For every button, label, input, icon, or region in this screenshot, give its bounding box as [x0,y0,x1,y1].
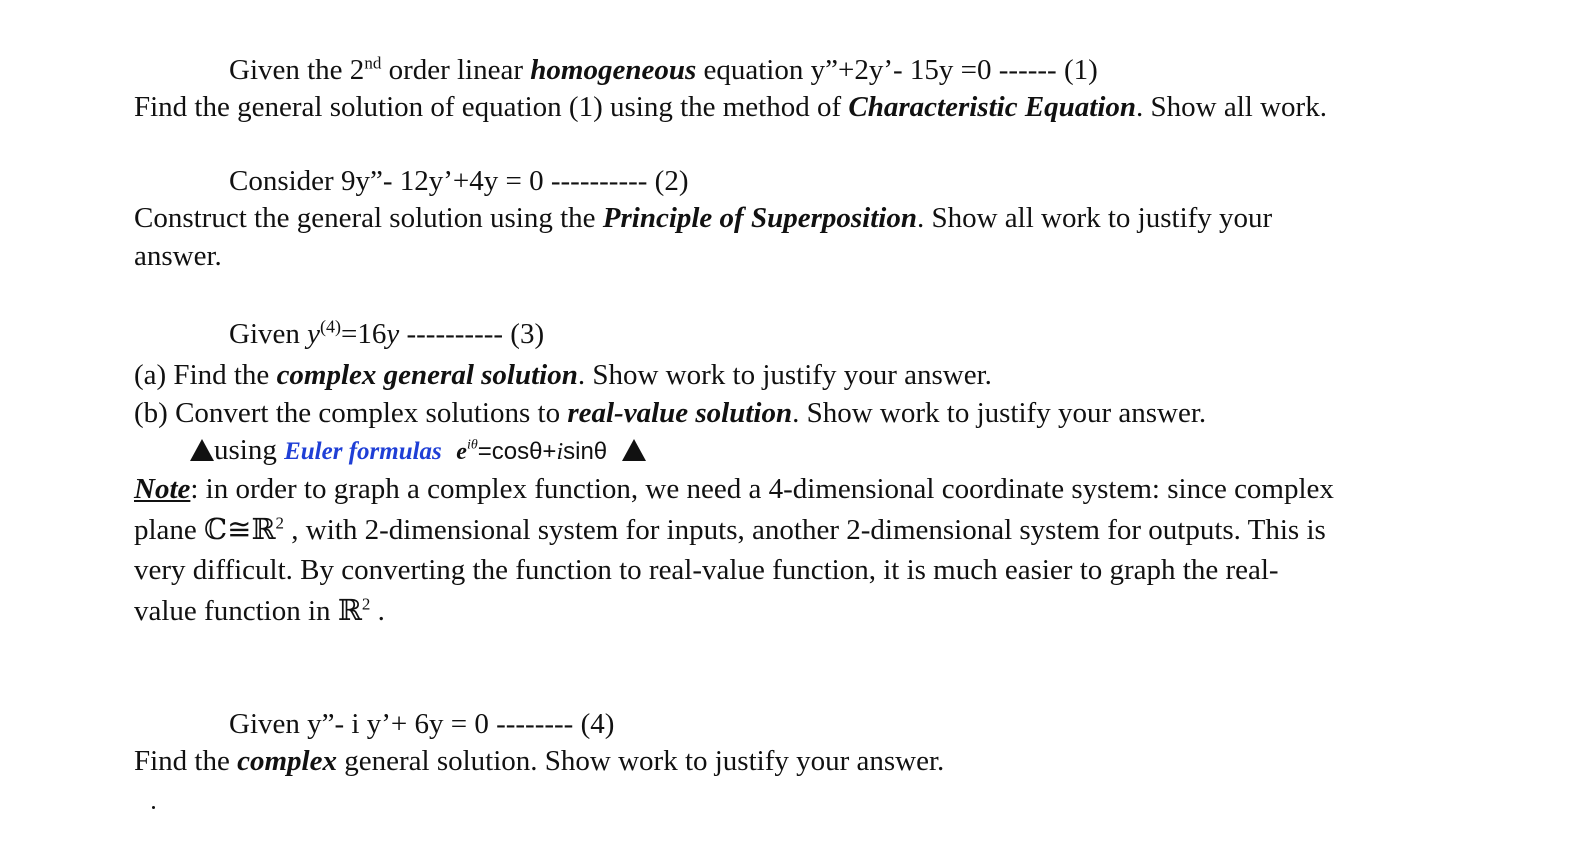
note-line-3 [134,552,1279,588]
instruction-text: general solution. Show work to justify your answer. [336,745,945,777]
dimension-superscript: 2 [275,513,285,533]
euler-exponent: iθ [466,437,478,453]
triangle-icon [190,439,214,461]
note-line-4 [134,593,385,629]
note-text: very difficult. By converting the function to real-value function, it is much easier to graph the real- [134,554,1279,586]
keyword-characteristic-equation: Characteristic Equation [848,91,1137,123]
variable-y: y [386,318,400,350]
problem1-statement [229,52,1098,88]
part-a-text: (a) Find the [134,359,277,391]
instruction-text: Construct the general solution using the [134,202,603,234]
part-b-text: . Show work to justify your answer. [792,397,1207,429]
problem1-text: Given the 2 [229,54,365,86]
problem3-part-b [134,395,1206,431]
dimension-superscript: 2 [361,594,371,614]
note-text: , with 2-dimensional system for inputs, another 2-dimensional system for outputs. This is [284,514,1326,546]
ordinal-superscript: nd [364,53,382,73]
note-line-1 [134,471,1334,507]
keyword-complex-general-solution: complex general solution [276,359,578,391]
stray-dot [152,806,155,809]
problem2-instruction-cont [134,238,222,274]
note-line-2 [134,512,1326,548]
keyword-principle-of-superposition: Principle of Superposition [602,202,917,234]
problem4-statement [229,706,614,742]
variable-y: y [307,318,320,350]
problem1-text: order linear [381,54,531,86]
euler-cos: =cosθ+ [477,438,557,465]
euler-i: i [556,439,564,465]
problem3-statement [229,316,544,352]
problem3-part-a [134,357,992,393]
euler-using: using [214,434,285,466]
derivative-order-superscript: (4) [320,316,341,337]
instruction-text: answer. [134,240,222,272]
equation-3: =16 [341,318,387,350]
problem3-text: Given [229,318,308,350]
keyword-real-value-solution: real-value solution [567,397,793,429]
euler-e: e [456,439,467,465]
instruction-text: . Show all work. [1136,91,1327,123]
euler-formulas-label: Euler formulas [284,438,442,465]
keyword-homogeneous: homogeneous [530,54,697,86]
part-a-text: . Show work to justify your answer. [577,359,992,391]
instruction-text: Find the [134,745,238,777]
note-label: Note [134,473,191,505]
problem4-instruction [134,743,944,779]
note-text: plane ℂ≅ℝ [134,514,276,546]
instruction-text: Find the general solution of equation (1) using the method of [134,91,849,123]
euler-hint [190,432,646,470]
note-text: value function in ℝ [134,595,362,627]
euler-sin: sinθ [563,438,608,465]
problem2-statement [229,163,689,199]
equation-label: ---------- (3) [399,318,545,350]
equation-1: equation y”+2y’- 15y =0 ------ (1) [696,54,1098,86]
keyword-complex: complex [237,745,337,777]
triangle-icon [622,439,646,461]
problem1-instruction [134,89,1327,125]
instruction-text: . Show all work to justify your [916,202,1273,234]
note-text: : in order to graph a complex function, we need a 4-dimensional coordinate system: since complex [190,473,1334,505]
equation-2: Consider 9y”- 12y’+4y = 0 ---------- (2) [229,165,689,197]
part-b-text: (b) Convert the complex solutions to [134,397,568,429]
problem2-instruction [134,200,1272,236]
equation-4: Given y”- i y’+ 6y = 0 -------- (4) [229,708,615,740]
note-text: . [370,595,385,627]
